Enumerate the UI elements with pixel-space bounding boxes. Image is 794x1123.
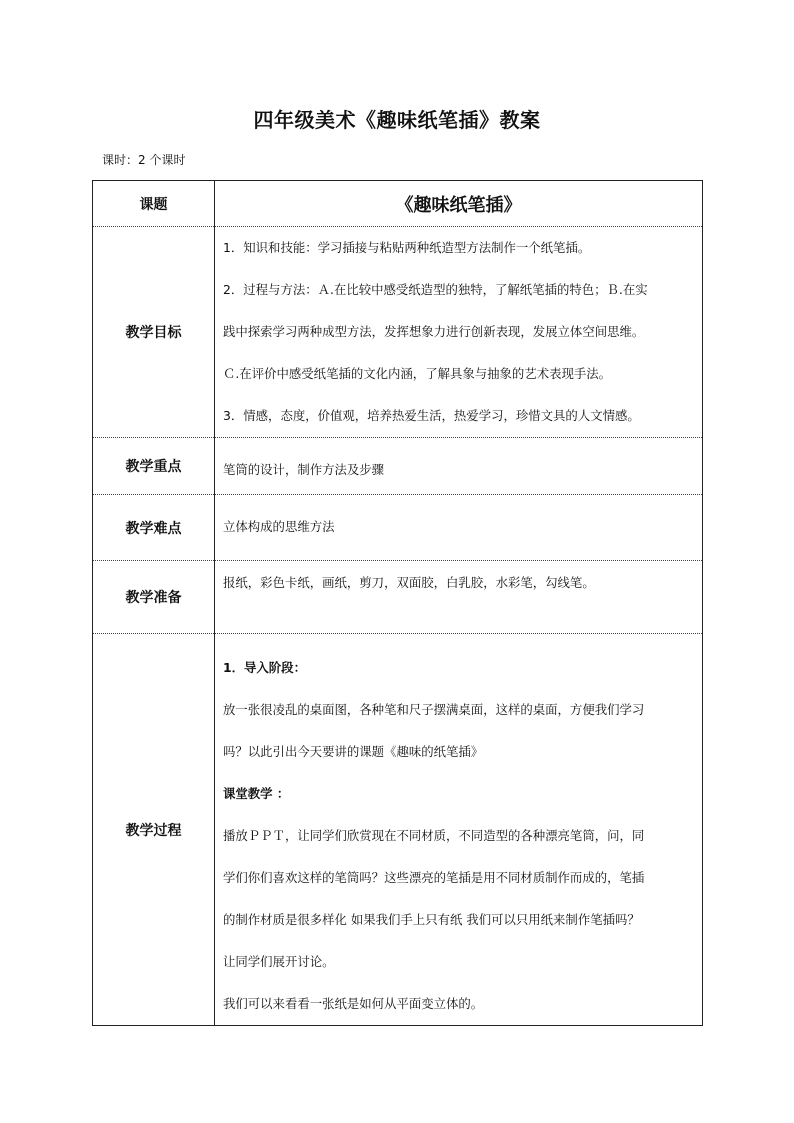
difficulty-value: 立体构成的思维方法 <box>215 495 703 561</box>
process-line: 学们你们喜欢这样的笔筒吗？这些漂亮的笔插是用不同材质制作而成的，笔插 <box>223 870 645 885</box>
goal-line: Ｃ.在评价中感受纸笔插的文化内涵，了解具象与抽象的艺术表现手法。 <box>223 366 612 381</box>
key-points-label: 教学重点 <box>93 438 215 495</box>
process-line: 的制作材质是很多样化 如果我们手上只有纸 我们可以只用纸来制作笔插吗？ <box>223 912 640 927</box>
key-points-value: 笔筒的设计，制作方法及步骤 <box>215 438 703 495</box>
subject-value: 《趣味纸笔插》 <box>215 181 703 227</box>
subject-label: 课题 <box>93 181 215 227</box>
process-label: 教学过程 <box>93 634 215 1026</box>
preparation-value: 报纸，彩色卡纸，画纸，剪刀，双面胶，白乳胶，水彩笔，勾线笔。 <box>215 561 703 634</box>
goals-label: 教学目标 <box>93 227 215 438</box>
document-title: 四年级美术《趣味纸笔插》教案 <box>253 108 541 132</box>
process-heading-classroom: 课堂教学 ： <box>223 786 290 801</box>
row-process <box>93 634 703 1026</box>
preparation-label: 教学准备 <box>93 561 215 634</box>
goal-line: 2．过程与方法：Ａ.在比较中感受纸造型的独特，了解纸笔插的特色；Ｂ.在实 <box>223 282 648 297</box>
goal-line: 1．知识和技能：学习插接与粘贴两种纸造型方法制作一个纸笔插。 <box>223 240 591 255</box>
process-line: 让同学们展开讨论。 <box>223 954 335 969</box>
row-subject <box>93 181 703 227</box>
goals-content <box>215 227 703 438</box>
goal-line: 3．情感，态度，价值观，培养热爱生活，热爱学习，珍惜文具的人文情感。 <box>223 408 640 423</box>
process-content <box>215 634 703 1026</box>
row-key-points <box>93 438 703 495</box>
process-line: 播放ＰＰＴ，让同学们欣赏现在不同材质，不同造型的各种漂亮笔筒，问，同 <box>223 828 645 843</box>
process-line: 我们可以来看看一张纸是如何从平面变立体的。 <box>223 996 484 1011</box>
difficulty-label: 教学难点 <box>93 495 215 561</box>
row-goals <box>93 227 703 438</box>
lesson-plan-table <box>92 180 703 1026</box>
row-preparation <box>93 561 703 634</box>
row-difficulty <box>93 495 703 561</box>
goal-line: 践中探索学习两种成型方法，发挥想象力进行创新表现，发展立体空间思维。 <box>223 324 645 339</box>
class-hours: 课时：2 个课时 <box>102 153 186 167</box>
process-heading-intro: 1．导入阶段： <box>223 660 306 675</box>
process-line: 放一张很凌乱的桌面图，各种笔和尺子摆满桌面，这样的桌面，方便我们学习 <box>223 702 645 717</box>
process-line: 吗？以此引出今天要讲的课题《趣味的纸笔插》 <box>223 744 484 759</box>
